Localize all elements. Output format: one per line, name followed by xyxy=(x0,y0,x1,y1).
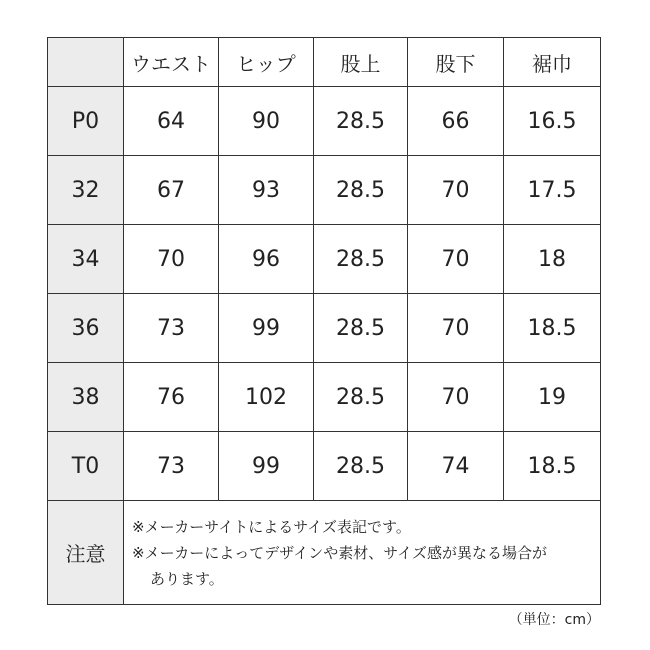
inseam-cell: 70 xyxy=(408,225,504,294)
size-label: 32 xyxy=(48,156,124,225)
rise-cell: 28.5 xyxy=(314,432,408,501)
notes-body xyxy=(124,501,601,605)
waist-cell: 67 xyxy=(124,156,219,225)
column-header-waist: ウエスト xyxy=(124,38,219,87)
hem-width-cell: 16.5 xyxy=(504,87,601,156)
column-header-rise: 股上 xyxy=(314,38,408,87)
hip-cell: 90 xyxy=(219,87,314,156)
inseam-cell: 70 xyxy=(408,363,504,432)
size-label: T0 xyxy=(48,432,124,501)
hem-width-cell: 18 xyxy=(504,225,601,294)
size-label: 34 xyxy=(48,225,124,294)
table-row xyxy=(48,87,601,156)
size-label: 36 xyxy=(48,294,124,363)
notes-row xyxy=(48,501,601,605)
hem-width-cell: 18.5 xyxy=(504,294,601,363)
waist-cell: 73 xyxy=(124,294,219,363)
note-line: あります。 xyxy=(150,569,224,588)
note-line: ※メーカーサイトによるサイズ表記です。 xyxy=(132,517,411,536)
column-header-hem-width: 裾巾 xyxy=(504,38,601,87)
inseam-cell: 74 xyxy=(408,432,504,501)
inseam-cell: 70 xyxy=(408,294,504,363)
rise-cell: 28.5 xyxy=(314,294,408,363)
size-label: 38 xyxy=(48,363,124,432)
size-chart-table xyxy=(47,37,601,605)
table-row xyxy=(48,156,601,225)
rise-cell: 28.5 xyxy=(314,225,408,294)
waist-cell: 73 xyxy=(124,432,219,501)
waist-cell: 64 xyxy=(124,87,219,156)
table-row xyxy=(48,432,601,501)
waist-cell: 70 xyxy=(124,225,219,294)
column-header-hip: ヒップ xyxy=(219,38,314,87)
hem-width-cell: 17.5 xyxy=(504,156,601,225)
inseam-cell: 70 xyxy=(408,156,504,225)
hip-cell: 96 xyxy=(219,225,314,294)
rise-cell: 28.5 xyxy=(314,87,408,156)
rise-cell: 28.5 xyxy=(314,156,408,225)
hip-cell: 93 xyxy=(219,156,314,225)
notes-label: 注意 xyxy=(48,501,124,605)
note-line: ※メーカーによってデザインや素材、サイズ感が異なる場合が xyxy=(132,543,548,562)
size-label: P0 xyxy=(48,87,124,156)
hip-cell: 99 xyxy=(219,432,314,501)
rise-cell: 28.5 xyxy=(314,363,408,432)
table-row xyxy=(48,225,601,294)
corner-cell xyxy=(48,38,124,87)
table-row xyxy=(48,294,601,363)
table-row xyxy=(48,363,601,432)
hem-width-cell: 18.5 xyxy=(504,432,601,501)
unit-note: （単位：cm） xyxy=(508,612,600,628)
hip-cell: 102 xyxy=(219,363,314,432)
hem-width-cell: 19 xyxy=(504,363,601,432)
column-header-inseam: 股下 xyxy=(408,38,504,87)
inseam-cell: 66 xyxy=(408,87,504,156)
hip-cell: 99 xyxy=(219,294,314,363)
header-row xyxy=(48,38,601,87)
waist-cell: 76 xyxy=(124,363,219,432)
